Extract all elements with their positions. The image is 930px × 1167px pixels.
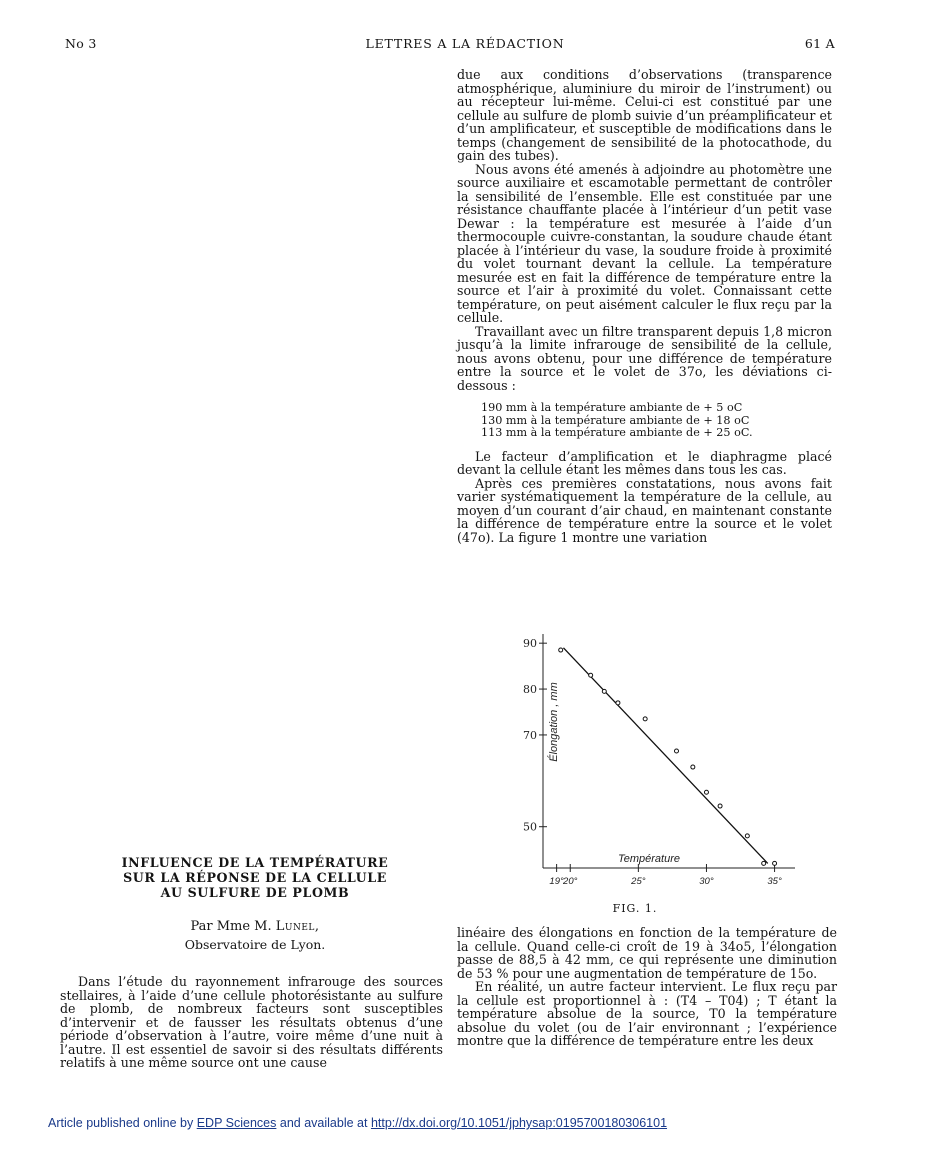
title-line: SUR LA RÉPONSE DE LA CELLULE xyxy=(123,870,387,885)
paragraph: linéaire des élongations en fonction de la température de la cellule. Quand celle-ci croît de 19 à 34o5, l’élongation passe de 88,5 à 42 mm, ce qui représente une diminution de 53 % pour une augmentation de température de 15o. xyxy=(457,925,837,981)
data-point xyxy=(589,673,593,677)
figure-caption: FIG. 1. xyxy=(612,902,658,915)
data-point xyxy=(602,689,606,693)
affiliation: Observatoire de Lyon. xyxy=(184,937,326,952)
publisher-link[interactable]: EDP Sciences xyxy=(196,1116,277,1130)
paragraph: En réalité, un autre facteur intervient. Le flux reçu par la cellule est proportionnel à : (T4 – T04) ; T étant la température absolue de la source, T0 la température absolue du volet (ou de l’air environnant ; l’expérience montre que la différence de température entre les deux xyxy=(457,979,837,1048)
data-point xyxy=(559,648,563,652)
byline xyxy=(85,918,425,954)
paragraph: Après ces premières constatations, nous avons fait varier systématiquement la température de la cellule, au moyen d’un courant d’air chaud, en maintenant constante la différence de température entre la source et le volet (47o). La figure 1 montre une variation xyxy=(457,475,832,545)
page-number: 61 A xyxy=(804,36,835,51)
y-tick-label: 70 xyxy=(523,728,537,742)
article-title xyxy=(85,855,425,900)
y-tick-label: 80 xyxy=(523,683,537,697)
data-point xyxy=(773,861,777,865)
x-tick-label: 25° xyxy=(631,876,646,887)
y-tick-label: 50 xyxy=(523,820,537,834)
x-tick-label: 35° xyxy=(767,876,782,887)
publication-footer xyxy=(48,1116,667,1130)
data-point xyxy=(704,790,708,794)
x-axis-label: Température xyxy=(618,853,680,865)
byline-prefix: Par Mme M. xyxy=(190,919,272,934)
journal-issue-number: No 3 xyxy=(65,36,97,51)
data-point xyxy=(616,701,620,705)
data-point xyxy=(674,749,678,753)
y-axis-label: Élongation , mm xyxy=(548,682,560,762)
right-column-top xyxy=(457,68,832,544)
footer-prefix: Article published online by xyxy=(48,1116,194,1130)
figure-1 xyxy=(515,628,825,918)
section-header: LETTRES A LA RÉDACTION xyxy=(365,36,565,51)
right-column-bottom xyxy=(457,926,837,1048)
paragraph: due aux conditions d’observations (transparence atmosphérique, aluminiure du miroir de l’instrument) ou au récepteur lui-même. Celui-ci est constitué par une cellule au sulfure de plomb suivie d’un préamplificateur et d’un amplificateur, et susceptible de modifications dans le temps (changement de sensibilité de la photocathode, du gain des tubes). xyxy=(457,67,832,163)
doi-link[interactable]: http://dx.doi.org/10.1051/jphysap:0195700180306101 xyxy=(370,1116,668,1130)
x-tick-label: 30° xyxy=(699,876,714,887)
footer-middle: and available at xyxy=(279,1116,368,1130)
y-tick-label: 90 xyxy=(523,637,537,651)
data-point xyxy=(745,834,749,838)
deviation-item: 190 mm à la température ambiante de + 5 oC xyxy=(481,401,743,414)
paragraph: Nous avons été amenés à adjoindre au photomètre une source auxiliaire et escamotable permettant de contrôler la sensibilité de l’ensemble. Elle est constituée par une résistance chauffante placée à l’intérieur d’un petit vase Dewar : la température est mesurée à l’aide d’un thermocouple cuivre-constantan, la soudure chaude étant placée à l’intérieur du vase, la soudure froide à proximité du volet tournant devant la cellule. La température mesurée est en fait la différence de température entre la source et l’air à proximité du volet. Connaissant cette température, on peut aisément calculer le flux reçu par la cellule. xyxy=(457,161,832,325)
title-line: AU SULFURE DE PLOMB xyxy=(160,885,350,900)
fit-line xyxy=(563,648,767,864)
data-point xyxy=(691,765,695,769)
data-point xyxy=(718,804,722,808)
data-point xyxy=(762,861,766,865)
x-tick-label: 20° xyxy=(563,876,578,887)
left-column-bottom xyxy=(60,975,443,1070)
deviation-item: 130 mm à la température ambiante de + 18 oC xyxy=(481,413,750,427)
paragraph: Le facteur d’amplification et le diaphragme placé devant la cellule étant les mêmes dans tous les cas. xyxy=(457,448,832,477)
author-name: Lunel, xyxy=(275,919,320,934)
elongation-temperature-chart xyxy=(515,628,825,898)
paragraph: Dans l’étude du rayonnement infrarouge des sources stellaires, à l’aide d’une cellule photorésistante au sulfure de plomb, de nombreux facteurs sont susceptibles d’intervenir et de fausser les résultats obtenus d’une période d’observation à l’autre, voire même d’une nuit à l’autre. Il est essentiel de savoir si des résultats différents relatifs à une même source ont une cause xyxy=(60,974,443,1070)
data-point xyxy=(643,717,647,721)
x-tick-label: 19° xyxy=(549,876,564,887)
deviation-item: 113 mm à la température ambiante de + 25 oC. xyxy=(481,426,753,439)
title-line: INFLUENCE DE LA TEMPÉRATURE xyxy=(121,855,389,870)
paragraph: Travaillant avec un filtre transparent depuis 1,8 micron jusqu’à la limite infrarouge de sensibilité de la cellule, nous avons obtenu, pour une différence de température entre la source et le volet de 37o, les déviations ci-dessous : xyxy=(457,323,832,393)
deviation-list xyxy=(481,402,832,440)
